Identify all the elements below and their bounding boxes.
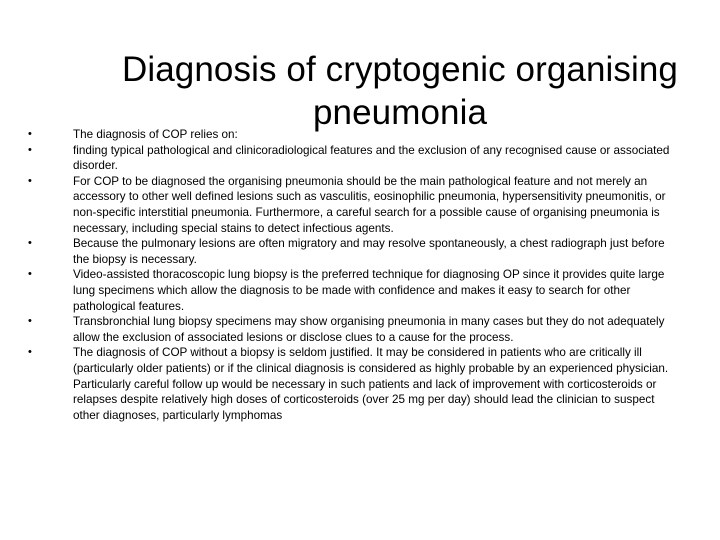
bullet-text: For COP to be diagnosed the organising pneumonia should be the main pathological feature and not merely an accessory to other well defined lesions such as vasculitis, eosinophilic pneumonia, hypersensitivity pneumonitis, or non-specific interstitial pneumonia. Furthermore, a careful search for a possible cause of organising pneumonia is necessary, including special stains to detect infectious agents.	[73, 174, 666, 235]
title-line: Diagnosis of cryptogenic organising	[121, 50, 679, 90]
bullet-dot-icon: •	[28, 143, 32, 156]
bullet-item	[28, 236, 684, 267]
bullet-item	[28, 127, 684, 143]
bullet-dot-icon: •	[28, 128, 32, 140]
bullet-item	[28, 314, 684, 345]
bullet-item	[28, 267, 684, 314]
title-line: pneumonia	[312, 93, 488, 133]
bullet-dot-icon: •	[28, 174, 32, 187]
bullet-dot-icon: •	[28, 346, 32, 359]
bullet-text: Because the pulmonary lesions are often migratory and may resolve spontaneously, a chest radiograph just before the biopsy is necessary.	[73, 237, 665, 266]
bullet-text: The diagnosis of COP without a biopsy is seldom justified. It may be considered in patients who are critically ill (particularly older patients) or if the clinical diagnosis is considered as highly probable by an experienced physician. Particularly careful follow up would be necessary in such patients and lack of improvement with corticosteroids or relapses despite relatively high doses of corticosteroids (over 25 mg per day) should lead the clinician to suspect other diagnoses, particularly lymphomas	[73, 346, 669, 422]
bullet-text: Transbronchial lung biopsy specimens may show organising pneumonia in many cases but they do not adequately allow the exclusion of associated lesions or disclose clues to a cause for the process.	[73, 315, 665, 344]
slide-title	[40, 48, 720, 134]
bullet-list	[28, 127, 684, 423]
bullet-dot-icon: •	[28, 237, 32, 250]
bullet-item	[28, 174, 684, 236]
bullet-text: The diagnosis of COP relies on:	[73, 128, 238, 141]
bullet-item	[28, 345, 684, 423]
bullet-text: finding typical pathological and clinicoradiological features and the exclusion of any recognised cause or associated disorder.	[73, 143, 670, 173]
bullet-item	[28, 143, 684, 174]
bullet-dot-icon: •	[28, 268, 32, 281]
bullet-dot-icon: •	[28, 315, 32, 328]
bullet-text: Video-assisted thoracoscopic lung biopsy is the preferred technique for diagnosing OP since it provides quite large lung specimens which allow the diagnosis to be made with confidence and makes it easy to search for other pathological features.	[73, 268, 665, 313]
